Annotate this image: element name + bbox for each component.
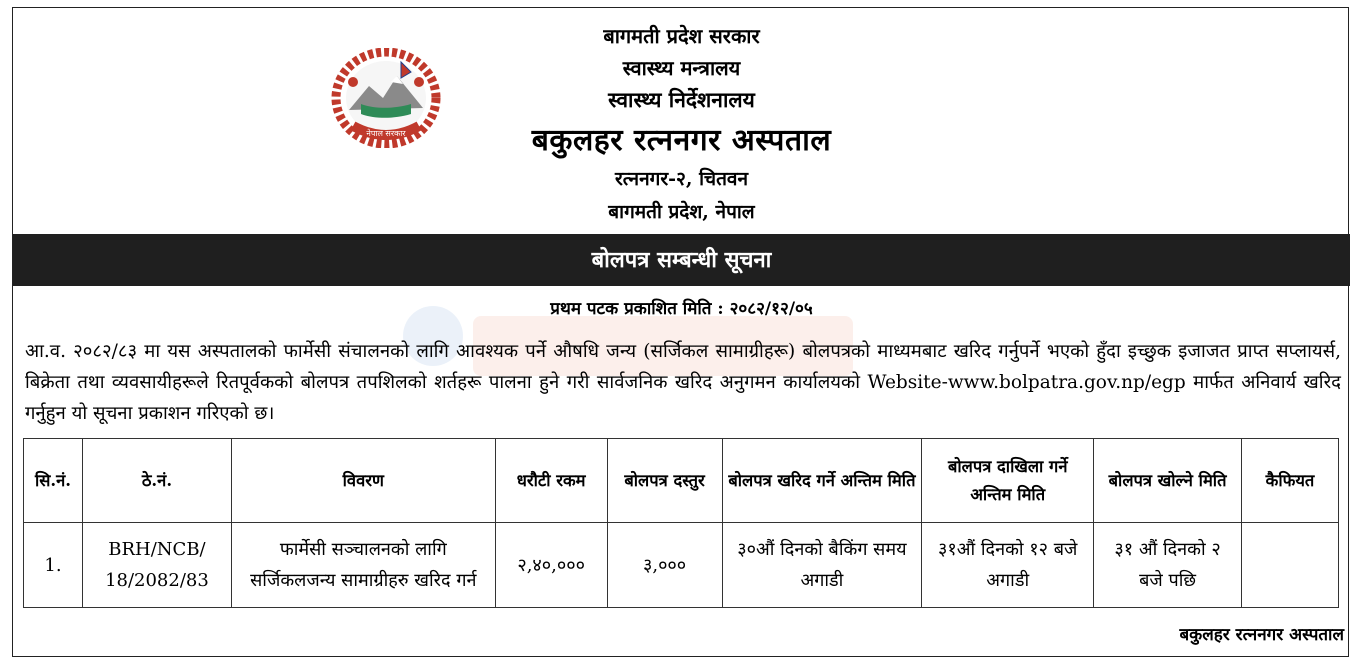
cell-purchase-deadline: ३०औं दिनको बैकिंग समय अगाडी xyxy=(722,523,922,608)
hospital-address: रत्ननगर-२, चितवन xyxy=(614,168,749,190)
hospital-province: बागमती प्रदेश, नेपाल xyxy=(608,201,755,223)
col-deposit-amount: धरौटी रकम xyxy=(495,439,607,523)
cell-contract-number: BRH/NCB/ 18/2082/83 xyxy=(82,523,231,608)
province-government-title: बागमती प्रदेश सरकार xyxy=(603,24,760,48)
directorate-title: स्वास्थ्य निर्देशनालय xyxy=(608,87,755,112)
cell-bid-fee: ३,००० xyxy=(607,523,722,608)
tender-table xyxy=(23,438,1339,608)
ministry-title: स्वास्थ्य मन्त्रालय xyxy=(622,56,741,80)
first-published-date: प्रथम पटक प्रकाशित मिति : २०८२/१२/०५ xyxy=(550,299,813,319)
cell-opening-date: ३१ औं दिनको २ बजे पछि xyxy=(1094,523,1242,608)
col-submission-deadline: बोलपत्र दाखिला गर्ने अन्तिम मिति xyxy=(922,439,1094,523)
notice-body: आ.व. २०८२/८३ मा यस अस्पतालको फार्मेसी संचालनको लागि आवश्यक पर्ने औषधि जन्य (सर्जिकल सामाग्रीहरू) बोलपत्रको माध्यमबाट खरिद गर्नुपर्ने भएको हुँदा इच्छुक इजाजत प्राप्त सप्लायर्स, बिक्रेता तथा व्यवसायीहरूले रितपूर्वकको बोलपत्र तपशिलको शर्तहरू पालना हुने गरी सार्वजनिक खरिद अनुगमन कार्यालयको Website-www.bolpatra.gov.np/egp मार्फत अनिवार्य खरिद गर्नुहुन यो सूचना प्रकाशन गरिएको छ। xyxy=(25,341,1341,424)
cell-submission-deadline: ३१औं दिनको १२ बजे अगाडी xyxy=(922,523,1094,608)
svg-text:नेपाल सरकार: नेपाल सरकार xyxy=(366,129,406,138)
cell-serial-number: 1. xyxy=(24,523,83,608)
col-contract-number: ठे.नं. xyxy=(82,439,231,523)
col-bid-fee: बोलपत्र दस्तुर xyxy=(607,439,722,523)
letterhead xyxy=(13,8,1350,234)
footer-signature: बकुलहर रत्ननगर अस्पताल xyxy=(1179,625,1344,645)
col-opening-date: बोलपत्र खोल्ने मिति xyxy=(1094,439,1242,523)
col-remarks: कैफियत xyxy=(1242,439,1339,523)
notice-title-banner: बोलपत्र सम्बन्धी सूचना xyxy=(13,234,1350,286)
col-purchase-deadline: बोलपत्र खरिद गर्ने अन्तिम मिति xyxy=(722,439,922,523)
table-header-row xyxy=(24,439,1339,523)
col-description: विवरण xyxy=(231,439,495,523)
col-serial-number: सि.नं. xyxy=(24,439,83,523)
notice-frame xyxy=(12,7,1349,657)
table-row xyxy=(24,523,1339,608)
cell-deposit-amount: २,४०,००० xyxy=(495,523,607,608)
cell-remarks xyxy=(1242,523,1339,608)
hospital-name: बकुलहर रत्ननगर अस्पताल xyxy=(531,123,832,158)
cell-description: फार्मेसी सञ्चालनको लागि सर्जिकलजन्य सामाग्रीहरु खरिद गर्न xyxy=(231,523,495,608)
